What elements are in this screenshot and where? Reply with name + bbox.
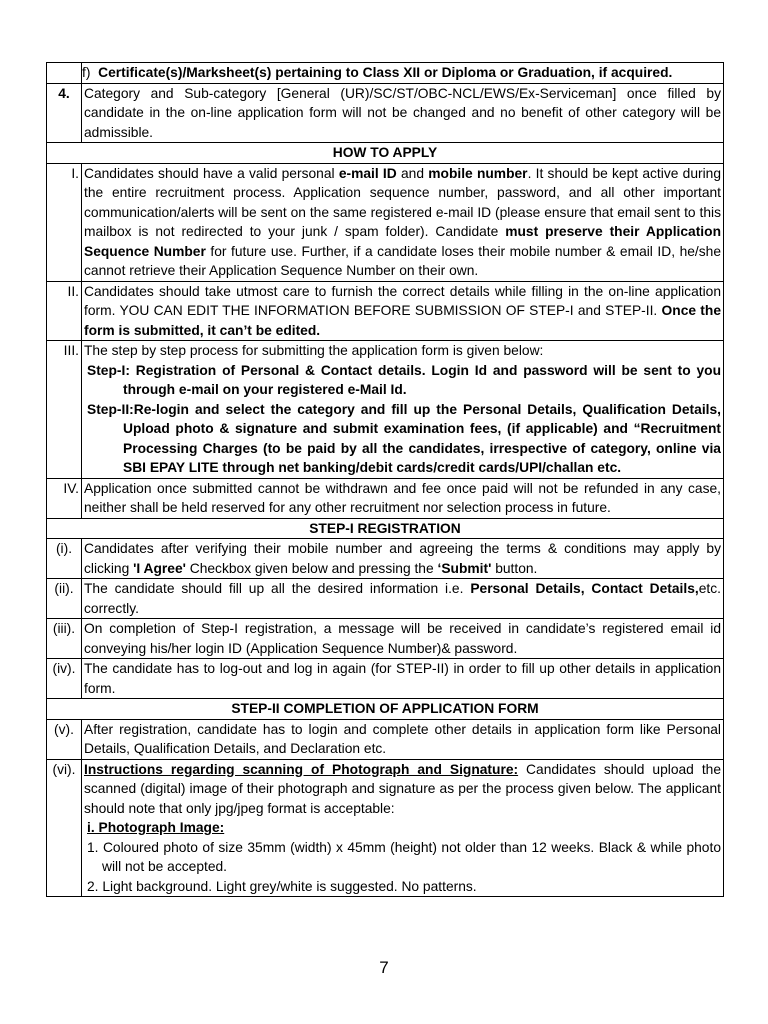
row-text: The candidate has to log-out and log in again (for STEP-II) in order to fill up other details in application form.	[82, 659, 724, 699]
photo-subheading: i. Photograph Image:	[87, 820, 225, 835]
item-text: Certificate(s)/Marksheet(s) pertaining to Class XII or Diploma or Graduation, if acquired.	[98, 65, 673, 80]
row-II	[47, 281, 724, 341]
row-text: On completion of Step-I registration, a message will be received in candidate’s registered email id conveying his/her login ID (Application Sequence Number)& password.	[82, 619, 724, 659]
row-number: (i).	[47, 539, 82, 579]
text-run: Checkbox given below and pressing the	[185, 560, 438, 576]
text-run: and	[396, 165, 429, 181]
text-run: Candidates after verifying their mobile number and agreeing the terms & conditions may apply by clicking	[84, 541, 721, 576]
row-number: (ii).	[47, 579, 82, 619]
bold-run: 'I Agree'	[133, 560, 186, 576]
photo-rule-2: 2. Light background. Light grey/white is suggested. No patterns.	[87, 878, 477, 894]
photo-rule-1: 1. Coloured photo of size 35mm (width) x 45mm (height) not older than 12 weeks. Black & while photo will not be accepted.	[87, 839, 721, 874]
item-label: f)	[82, 65, 91, 80]
row-III	[47, 341, 724, 479]
row-4	[47, 83, 724, 143]
text-run: Candidates should take utmost care to furnish the correct details while filling in the on-line application form. YOU CAN EDIT THE INFORMATION BEFORE SUBMISSION OF STEP-I and STEP-II.	[84, 283, 721, 318]
row-text	[82, 579, 724, 619]
row-vi	[47, 759, 724, 897]
section-heading: HOW TO APPLY	[47, 143, 724, 164]
bold-run: ‘Submit'	[437, 560, 492, 576]
text-run: Candidates should upload the scanned (digital) image of their photograph and signature as per the process given below. The applicant should note that only jpg/jpeg format is acceptable:	[84, 761, 721, 816]
row-certificate	[47, 63, 724, 84]
bold-run: Personal Details, Contact Details,	[470, 581, 699, 596]
row-number: (iv).	[47, 659, 82, 699]
row-number: (vi).	[47, 759, 82, 897]
row-I	[47, 163, 724, 281]
text-run: button.	[491, 560, 538, 576]
row-number: II.	[47, 281, 82, 341]
row-number: IV.	[47, 478, 82, 518]
row-text	[82, 281, 724, 341]
row-number: III.	[47, 341, 82, 479]
section-heading: STEP-I REGISTRATION	[47, 518, 724, 539]
section-step-2-completion	[47, 699, 724, 720]
text-run: The candidate should fill up all the desired information i.e.	[84, 581, 471, 596]
row-number: (iii).	[47, 619, 82, 659]
text-run: . It should be kept active during the entire recruitment process. Application sequence number, password, and all other important communication/alerts will be sent on the same registered e-mail ID (please ensure that email sent to this mailbox is not redirected to your junk / spam folder). Candidate	[84, 165, 721, 239]
instructions-table	[46, 62, 724, 897]
text-run: etc. correctly.	[84, 581, 721, 616]
section-how-to-apply	[47, 143, 724, 164]
row-iii	[47, 619, 724, 659]
row-number: I.	[47, 163, 82, 281]
row-v	[47, 719, 724, 759]
row-IV	[47, 478, 724, 518]
row-number	[47, 63, 82, 84]
row-text: Category and Sub-category [General (UR)/SC/ST/OBC-NCL/EWS/Ex-Serviceman] once filled by candidate in the on-line application form will not be changed and no benefit of other category will be admissible.	[82, 83, 724, 143]
bold-run: must preserve their Application Sequence Number	[84, 224, 721, 259]
row-iv	[47, 659, 724, 699]
bold-run: mobile number	[428, 165, 528, 181]
bold-run: Once the form is submitted, it can’t be edited.	[84, 303, 721, 338]
row-text: After registration, candidate has to login and complete other details in application form like Personal Details, Qualification Details, and Declaration etc.	[82, 719, 724, 759]
row-number: 4.	[47, 83, 82, 143]
bold-run: e-mail ID	[338, 165, 397, 181]
row-ii	[47, 579, 724, 619]
underlined-heading: Instructions regarding scanning of Photograph and Signature:	[84, 761, 519, 777]
section-step-1-registration	[47, 518, 724, 539]
intro-text: The step by step process for submitting the application form is given below:	[84, 343, 544, 358]
page-number: 7	[379, 958, 389, 977]
row-text	[82, 539, 724, 579]
row-number: (v).	[47, 719, 82, 759]
row-text	[82, 63, 724, 84]
row-text	[82, 759, 724, 897]
text-run: Candidates should have a valid personal	[84, 165, 339, 181]
row-text	[82, 163, 724, 281]
row-i	[47, 539, 724, 579]
section-heading: STEP-II COMPLETION OF APPLICATION FORM	[47, 699, 724, 720]
text-run: for future use. Further, if a candidate loses their mobile number & email ID, he/she cannot retrieve their Application Sequence Number on their own.	[84, 243, 721, 278]
row-text: Application once submitted cannot be withdrawn and fee once paid will not be refunded in any case, neither shall be held reserved for any other recruitment nor selection process in future.	[82, 478, 724, 518]
step-2-text: Step-II:Re-login and select the category and fill up the Personal Details, Qualification Details, Upload photo & signature and submit examination fees, (if applicable) and “Recruitment Processing Charges (to be paid by all the candidates, irrespective of category, online via SBI EPAY LITE through net banking/debit cards/credit cards/UPI/challan etc.	[87, 401, 721, 475]
step-1-text: Step-I: Registration of Personal & Contact details. Login Id and password will be sent to you through e-mail on your registered e-Mail Id.	[87, 362, 721, 397]
row-text	[82, 341, 724, 479]
